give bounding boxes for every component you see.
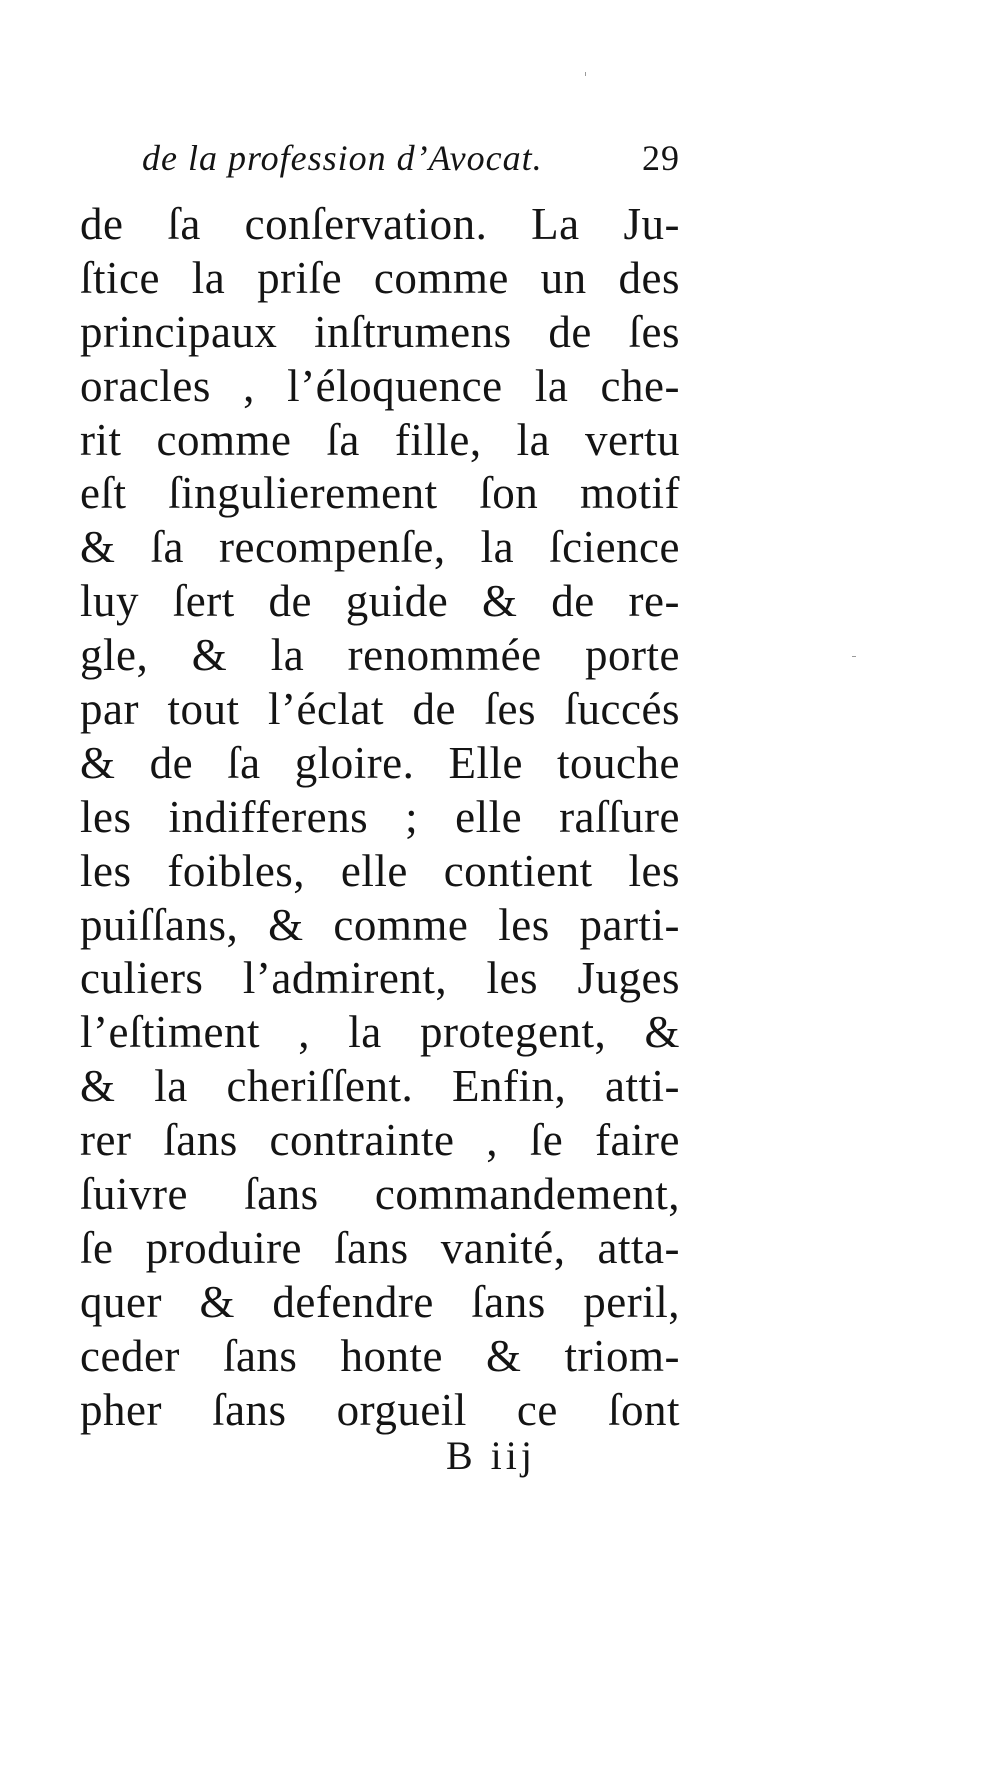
text-line: & de ſa gloire. Elle touche [80,737,680,788]
text-line: les indifferens ; elle raſſure [80,791,680,842]
signature-mark: B iij [446,1433,537,1478]
text-line: pher ſans orgueil ce ſont [80,1384,680,1435]
text-line: ſe produire ſans vanité, atta- [80,1222,680,1273]
text-line: eſt ſingulierement ſon motif [80,468,680,519]
text-line: l’eſtiment , la protegent, & [80,1007,680,1058]
text-line: les foibles, elle contient les [80,845,680,896]
text-line: de ſa conſervation. La Ju- [80,199,680,249]
paper-speck [852,656,856,657]
text-line: luy ſert de guide & de re- [80,576,680,627]
text-line: ceder ſans honte & triom- [80,1330,680,1381]
running-head-title: de la profession d’Avocat. [142,138,543,178]
page-number: 29 [642,138,680,178]
text-line: principaux inſtrumens de ſes [80,306,680,357]
text-line: ſtice la priſe comme un des [80,252,680,303]
running-head [142,140,682,200]
body-text [80,198,680,1437]
text-line: rit comme ſa fille, la vertu [80,414,680,465]
text-line: culiers l’admirent, les Juges [80,953,680,1004]
text-line: & la cheriſſent. Enfin, atti- [80,1061,680,1112]
text-line: & ſa recompenſe, la ſcience [80,522,680,573]
text-line: ſuivre ſans commandement, [80,1169,680,1220]
text-line: quer & defendre ſans peril, [80,1276,680,1327]
text-line: puiſſans, & comme les parti- [80,899,680,950]
paper-speck [585,72,586,76]
text-line: rer ſans contrainte , ſe faire [80,1115,680,1166]
text-line: gle, & la renommée porte [80,630,680,681]
text-line: par tout l’éclat de ſes ſuccés [80,684,680,735]
text-line: oracles , l’éloquence la che- [80,360,680,411]
